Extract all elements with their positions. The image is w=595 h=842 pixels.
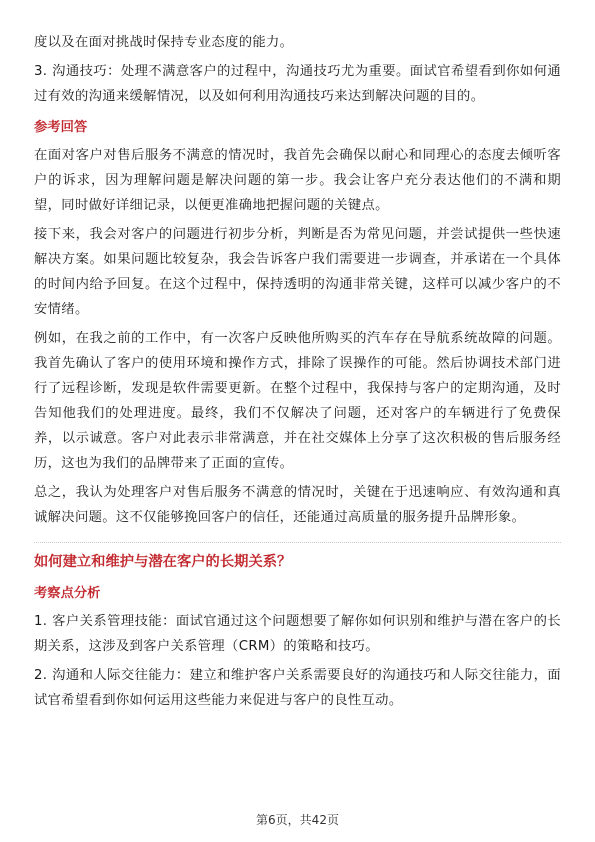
analysis-point-3: 3. 沟通技巧：处理不满意客户的过程中，沟通技巧尤为重要。面试官希望看到你如何通过有效的沟通来缓解情况，以及如何利用沟通技巧来达到解决问题的目的。 <box>34 64 561 104</box>
page-number: 第6页，共42页 <box>256 813 339 827</box>
analysis-heading: 考察点分析 <box>34 586 101 601</box>
answer-paragraph: 接下来，我会对客户的问题进行初步分析，判断是否为常见问题，并尝试提供一些快速解决方案。如果问题比较复杂，我会告诉客户我们需要进一步调查，并承诺在一个具体的时间内给予回复。在这个过程中，保持透明的沟通非常关键，这样可以减少客户的不安情绪。 <box>34 227 561 317</box>
analysis-point-1: 1. 客户关系管理技能：面试官通过这个问题想要了解你如何识别和维护与潜在客户的长期关系，这涉及到客户关系管理（CRM）的策略和技巧。 <box>34 614 561 654</box>
answer-paragraph: 例如，在我之前的工作中，有一次客户反映他所购买的汽车存在导航系统故障的问题。我首先确认了客户的使用环境和操作方式，排除了误操作的可能。然后协调技术部门进行了远程诊断，发现是软件需要更新。在整个过程中，我保持与客户的定期沟通，及时告知他我们的处理进度。最终，我们不仅解决了问题，还对客户的车辆进行了免费保养，以示诚意。客户对此表示非常满意，并在社交媒体上分享了这次积极的售后服务经历，这也为我们的品牌带来了正面的宣传。 <box>34 331 561 471</box>
question-title: 如何建立和维护与潜在客户的长期关系？ <box>34 554 292 570</box>
analysis-point-2: 2. 沟通和人际交往能力：建立和维护客户关系需要良好的沟通技巧和人际交往能力，面试官希望看到你如何运用这些能力来促进与客户的良性互动。 <box>34 668 561 708</box>
previous-answer-continuation: 度以及在面对挑战时保持专业态度的能力。 <box>34 35 294 50</box>
answer-paragraph: 在面对客户对售后服务不满意的情况时，我首先会确保以耐心和同理心的态度去倾听客户的诉求，因为理解问题是解决问题的第一步。我会让客户充分表达他们的不满和期望，同时做好详细记录，以便更准确地把握问题的关键点。 <box>34 148 561 213</box>
document-body <box>34 30 561 717</box>
reference-answer-body <box>34 143 561 530</box>
reference-answer-heading: 参考回答 <box>34 120 88 135</box>
section-divider <box>34 542 561 543</box>
answer-paragraph: 总之，我认为处理客户对售后服务不满意的情况时，关键在于迅速响应、有效沟通和真诚解决问题。这不仅能够挽回客户的信任，还能通过高质量的服务提升品牌形象。 <box>34 485 561 525</box>
